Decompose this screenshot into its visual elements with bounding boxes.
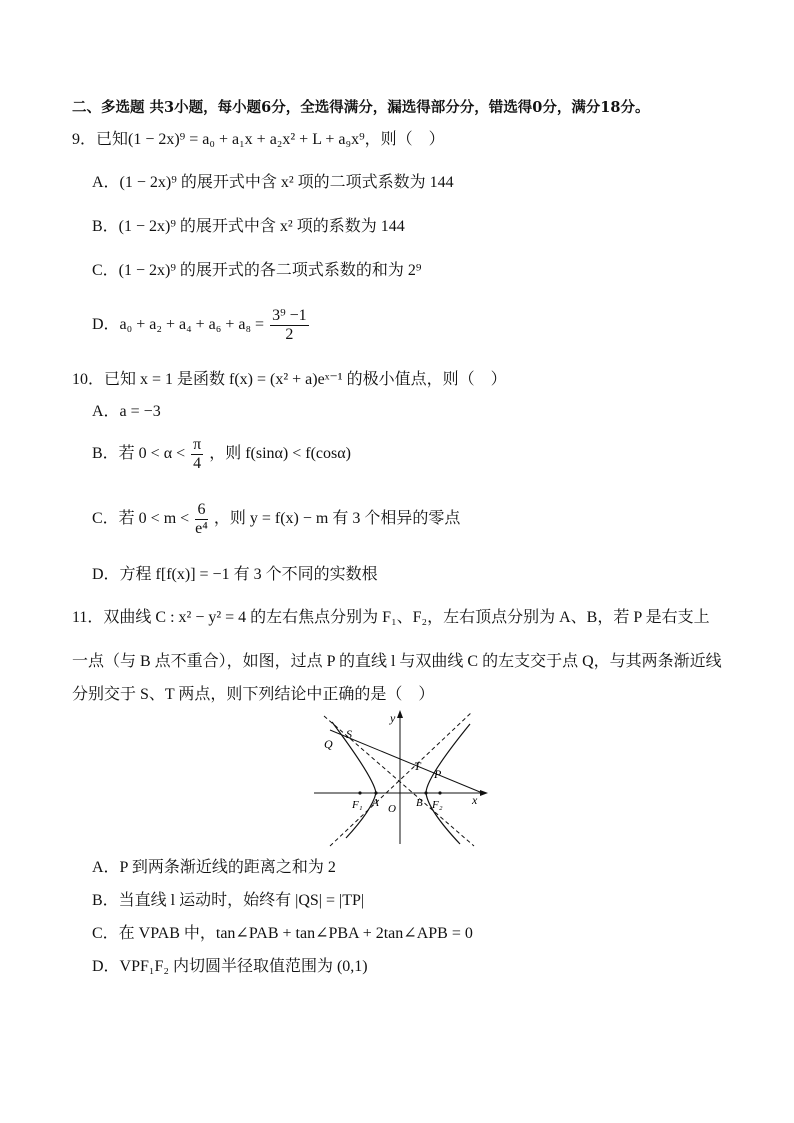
question-10-option-b-left: B．若 0 < α <	[92, 445, 186, 462]
question-9-option-d-numerator: 3⁹ −1	[272, 306, 307, 324]
question-10-stem: 10．已知 x = 1 是函数 f(x) = (x² + a)eˣ⁻¹ 的极小值点，则（ ）	[72, 371, 507, 388]
focus-f2	[438, 791, 441, 794]
label-q: Q	[324, 737, 333, 751]
question-11-option-b: B．当直线 l 运动时，始终有 |QS| = |TP|	[92, 892, 365, 909]
label-a: A	[372, 797, 379, 809]
question-10-option-d: D．方程 f[f(x)] = −1 有 3 个不同的实数根	[92, 566, 378, 583]
label-t: T	[414, 759, 421, 773]
vertex-a	[374, 791, 377, 794]
question-9-option-d-fraction	[270, 307, 309, 344]
question-10-option-c-fraction	[195, 501, 208, 538]
question-10-option-b	[92, 434, 351, 474]
vertex-b	[424, 791, 427, 794]
question-10-option-c-left: C．若 0 < m <	[92, 510, 190, 527]
label-s: S	[346, 727, 352, 741]
question-9-option-a: A．(1 − 2x)⁹ 的展开式中含 x² 项的二项式系数为 144	[92, 174, 454, 191]
question-10-option-c-denominator: e⁴	[195, 519, 208, 537]
question-11-option-c: C．在 VPAB 中，tan∠PAB + tan∠PBA + 2tan∠APB = 0	[92, 925, 473, 942]
label-f1: F₁	[352, 799, 363, 811]
question-11-option-a: A．P 到两条渐近线的距离之和为 2	[92, 859, 336, 876]
label-p: P	[434, 767, 442, 781]
question-10-option-b-right: ，则 f(sinα) < f(cosα)	[209, 445, 351, 462]
label-o: O	[388, 803, 396, 815]
label-x: x	[472, 793, 478, 807]
question-10-option-a: A．a = −3	[92, 403, 161, 420]
right-branch	[426, 724, 470, 844]
y-axis-arrow	[397, 710, 403, 718]
question-9-stem: 9．已知(1 − 2x)⁹ = a₀ + a₁x + a₂x² + L + a₉x⁹，则（ ）	[72, 131, 445, 148]
question-11-option-d: D．VPF₁F₂ 内切圆半径取值范围为 (0,1)	[92, 958, 368, 975]
label-y: y	[390, 711, 396, 725]
question-11-line-3: 分别交于 S、T 两点，则下列结论中正确的是（ ）	[72, 686, 435, 703]
question-9-option-b: B．(1 − 2x)⁹ 的展开式中含 x² 项的系数为 144	[92, 218, 405, 235]
question-10-option-c-right: ，则 y = f(x) − m 有 3 个相异的零点	[213, 510, 461, 527]
question-11-line-1: 11．双曲线 C : x² − y² = 4 的左右焦点分别为 F₁、F₂，左右顶点分别为 A、B，若 P 是右支上	[72, 609, 710, 626]
label-f2: F₂	[432, 799, 443, 811]
question-9-option-d-left: D．a₀ + a₂ + a₄ + a₆ + a₈ =	[92, 316, 265, 333]
x-axis-arrow	[480, 790, 488, 796]
question-10-option-b-fraction	[191, 436, 203, 473]
section-heading: 二、多选题 共3小题，每小题6分，全选得满分，漏选得部分分，错选得0分，满分18分。	[72, 99, 650, 116]
question-10-option-c-numerator: 6	[195, 501, 208, 520]
question-9-option-c: C．(1 − 2x)⁹ 的展开式的各二项式系数的和为 2⁹	[92, 262, 422, 279]
focus-f1	[358, 791, 361, 794]
question-11-line-2: 一点（与 B 点不重合），如图，过点 P 的直线 l 与双曲线 C 的左支交于点 Q，与其两条渐近线	[72, 653, 722, 670]
question-9-option-d	[92, 305, 311, 345]
question-10-option-b-numerator: π	[193, 435, 202, 453]
label-b: B	[416, 797, 423, 809]
question-9-option-d-denominator: 2	[285, 325, 294, 343]
hyperbola-figure	[314, 708, 494, 848]
question-10-option-c	[92, 499, 460, 539]
question-10-option-b-denominator: 4	[193, 454, 202, 472]
